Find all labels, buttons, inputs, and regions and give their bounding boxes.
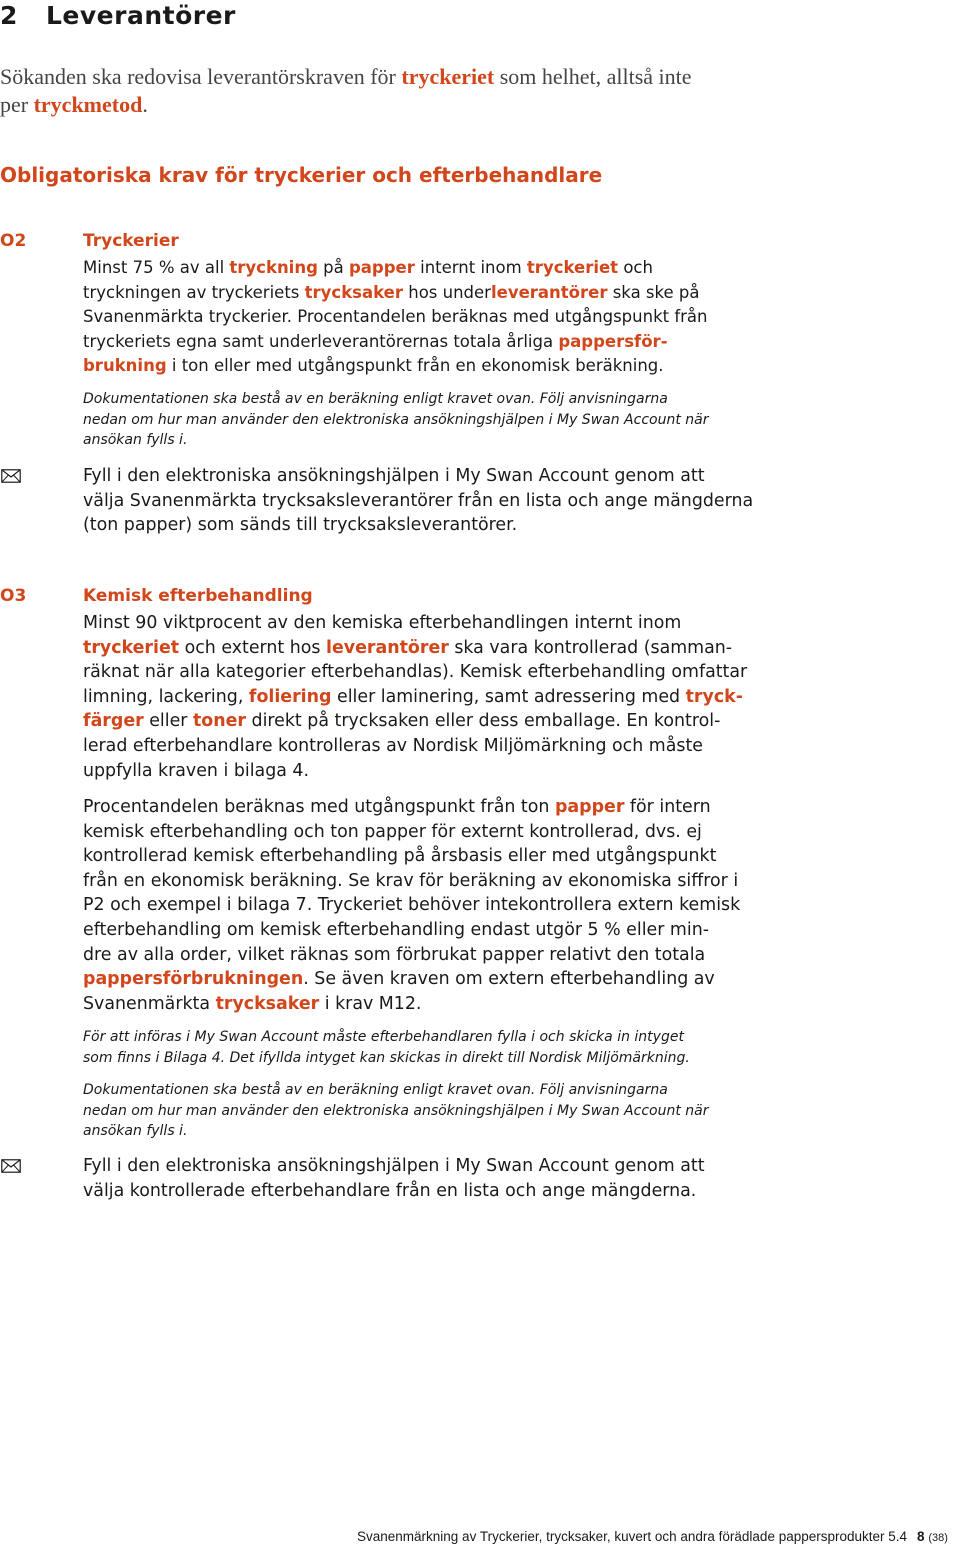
body-text: lerad efterbehandlare kontrolleras av Nordisk Miljömärkning och måste xyxy=(83,735,703,756)
requirement-title: Kemisk efterbehandling xyxy=(83,586,313,606)
submission-instruction xyxy=(83,464,783,538)
chapter-number: 2 xyxy=(0,1,18,30)
note-text: som finns i Bilaga 4. Det ifyllda intyget kan skickas in direkt till Nordisk Miljömärkning. xyxy=(83,1049,690,1066)
body-text: limning, lackering, xyxy=(83,686,249,707)
requirement-body xyxy=(83,795,783,1016)
body-text: P2 och exempel i bilaga 7. Tryckeriet behöver intekontrollera extern kemisk xyxy=(83,895,741,916)
body-text: uppfylla kraven i bilaga 4. xyxy=(83,760,310,781)
instruction-text: Fyll i den elektroniska ansökningshjälpen i My Swan Account genom att xyxy=(83,1156,705,1176)
body-text: . Se även kraven om extern efterbehandling av xyxy=(303,969,715,990)
body-text: från en ekonomisk beräkning. Se krav för beräkning av ekonomiska siffror i xyxy=(83,870,739,891)
body-text: hos under xyxy=(403,282,491,302)
highlight-term: pappersför- xyxy=(558,331,668,351)
body-text: direkt på trycksaken eller dess emballage. En kontrol- xyxy=(246,711,721,732)
highlight-term: tryckeriet xyxy=(526,258,619,277)
requirement-title: Tryckerier xyxy=(83,231,179,251)
body-text: kontrollerad kemisk efterbehandling på årsbasis eller med utgångspunkt xyxy=(83,846,717,867)
chapter-title: Leverantörer xyxy=(46,1,236,30)
doc-text: Dokumentationen ska bestå av en beräkning enligt kravet ovan. Följ anvisningarna xyxy=(83,391,668,407)
page-total: (38) xyxy=(928,1532,948,1544)
highlight-term: leverantörer xyxy=(490,282,608,302)
body-text: eller laminering, samt adressering med xyxy=(331,686,686,707)
documentation-note xyxy=(83,1080,783,1142)
intro-text: . xyxy=(142,92,148,117)
doc-text: ansökan fylls i. xyxy=(83,1123,188,1139)
footer-text: Svanenmärkning av Tryckerier, trycksaker, kuvert och andra förädlade pappersprodukter 5.4 xyxy=(357,1529,908,1544)
requirement-body xyxy=(83,611,783,783)
instruction-text: (ton papper) som sänds till trycksaksleverantörer. xyxy=(83,515,518,536)
body-text: räknat när alla kategorier efterbehandlas). Kemisk efterbehandling omfattar xyxy=(83,662,748,683)
highlight-term: tryck- xyxy=(685,686,743,707)
body-text: dre av alla order, vilket räknas som förbrukat papper relativt den totala xyxy=(83,944,706,965)
body-text: Svanenmärkta xyxy=(83,993,216,1014)
intro-paragraph xyxy=(0,63,900,119)
highlight-term: tryckning xyxy=(229,258,318,277)
instruction-text: Fyll i den elektroniska ansökningshjälpen i My Swan Account genom att xyxy=(83,466,705,486)
submission-instruction xyxy=(83,1154,783,1203)
body-text: Minst 90 viktprocent av den kemiska efterbehandlingen internt inom xyxy=(83,613,682,633)
intyg-note xyxy=(83,1027,783,1068)
highlight-term: papper xyxy=(348,258,415,277)
highlight-term: trycksaker xyxy=(304,282,403,302)
envelope-icon xyxy=(1,1159,21,1173)
highlight-term: trycksaker xyxy=(215,993,320,1014)
body-text: efterbehandling om kemisk efterbehandling endast utgör 5 % eller min- xyxy=(83,919,709,940)
body-text: internt inom xyxy=(414,258,527,277)
body-text: och xyxy=(618,258,653,277)
body-text: Svanenmärkta tryckerier. Procentandelen beräknas med utgångspunkt från xyxy=(83,307,708,326)
envelope-icon xyxy=(1,469,21,483)
highlight-term: tryckmetod xyxy=(33,92,143,117)
body-text: kemisk efterbehandling och ton papper för externt kontrollerad, dvs. ej xyxy=(83,821,702,842)
body-text: eller xyxy=(143,711,193,732)
doc-text: nedan om hur man använder den elektroniska ansökningshjälpen i My Swan Account när xyxy=(83,411,709,428)
instruction-text: välja kontrollerade efterbehandlare från en lista och ange mängderna. xyxy=(83,1180,697,1201)
highlight-term: brukning xyxy=(83,356,167,375)
chapter-heading xyxy=(0,0,236,32)
page-number: 8 xyxy=(917,1529,925,1544)
body-text: tryckeriets egna samt underleverantörernas totala årliga xyxy=(83,331,559,351)
highlight-term: tryckeriet xyxy=(401,64,495,89)
highlight-term: papper xyxy=(554,797,625,817)
body-text: och externt hos xyxy=(179,637,327,658)
doc-text: ansökan fylls i. xyxy=(83,432,188,448)
requirement-id: O3 xyxy=(0,586,27,606)
documentation-note xyxy=(83,389,783,451)
body-text: för intern xyxy=(624,797,711,817)
body-text: tryckningen av tryckeriets xyxy=(83,282,305,302)
page-footer xyxy=(357,1529,948,1546)
body-text: i ton eller med utgångspunkt från en ekonomisk beräkning. xyxy=(166,356,664,375)
body-text: Procentandelen beräknas med utgångspunkt från ton xyxy=(83,797,555,817)
body-text: på xyxy=(317,258,349,277)
body-text: ska vara kontrollerad (samman- xyxy=(448,637,733,658)
requirement-id: O2 xyxy=(0,231,27,251)
highlight-term: foliering xyxy=(248,686,332,707)
body-text: ska ske på xyxy=(607,282,700,302)
intro-text: per xyxy=(0,92,34,117)
body-text: i krav M12. xyxy=(319,993,422,1014)
doc-text: nedan om hur man använder den elektroniska ansökningshjälpen i My Swan Account när xyxy=(83,1102,709,1119)
highlight-term: tryckeriet xyxy=(83,637,180,658)
highlight-term: pappersförbrukningen xyxy=(83,969,304,990)
section-title: Obligatoriska krav för tryckerier och efterbehandlare xyxy=(0,163,603,187)
highlight-term: leverantörer xyxy=(326,637,449,658)
intro-text: som helhet, alltså inte xyxy=(494,64,692,89)
highlight-term: färger xyxy=(83,711,144,732)
highlight-term: toner xyxy=(192,711,246,732)
instruction-text: välja Svanenmärkta trycksaksleverantörer från en lista och ange mängderna xyxy=(83,490,754,511)
intro-text: Sökanden ska redovisa leverantörskraven för xyxy=(0,64,402,89)
note-text: För att införas i My Swan Account måste efterbehandlaren fylla i och skicka in intyget xyxy=(83,1029,684,1045)
doc-text: Dokumentationen ska bestå av en beräkning enligt kravet ovan. Följ anvisningarna xyxy=(83,1082,668,1098)
body-text: Minst 75 % av all xyxy=(83,258,230,277)
requirement-body xyxy=(83,256,783,379)
